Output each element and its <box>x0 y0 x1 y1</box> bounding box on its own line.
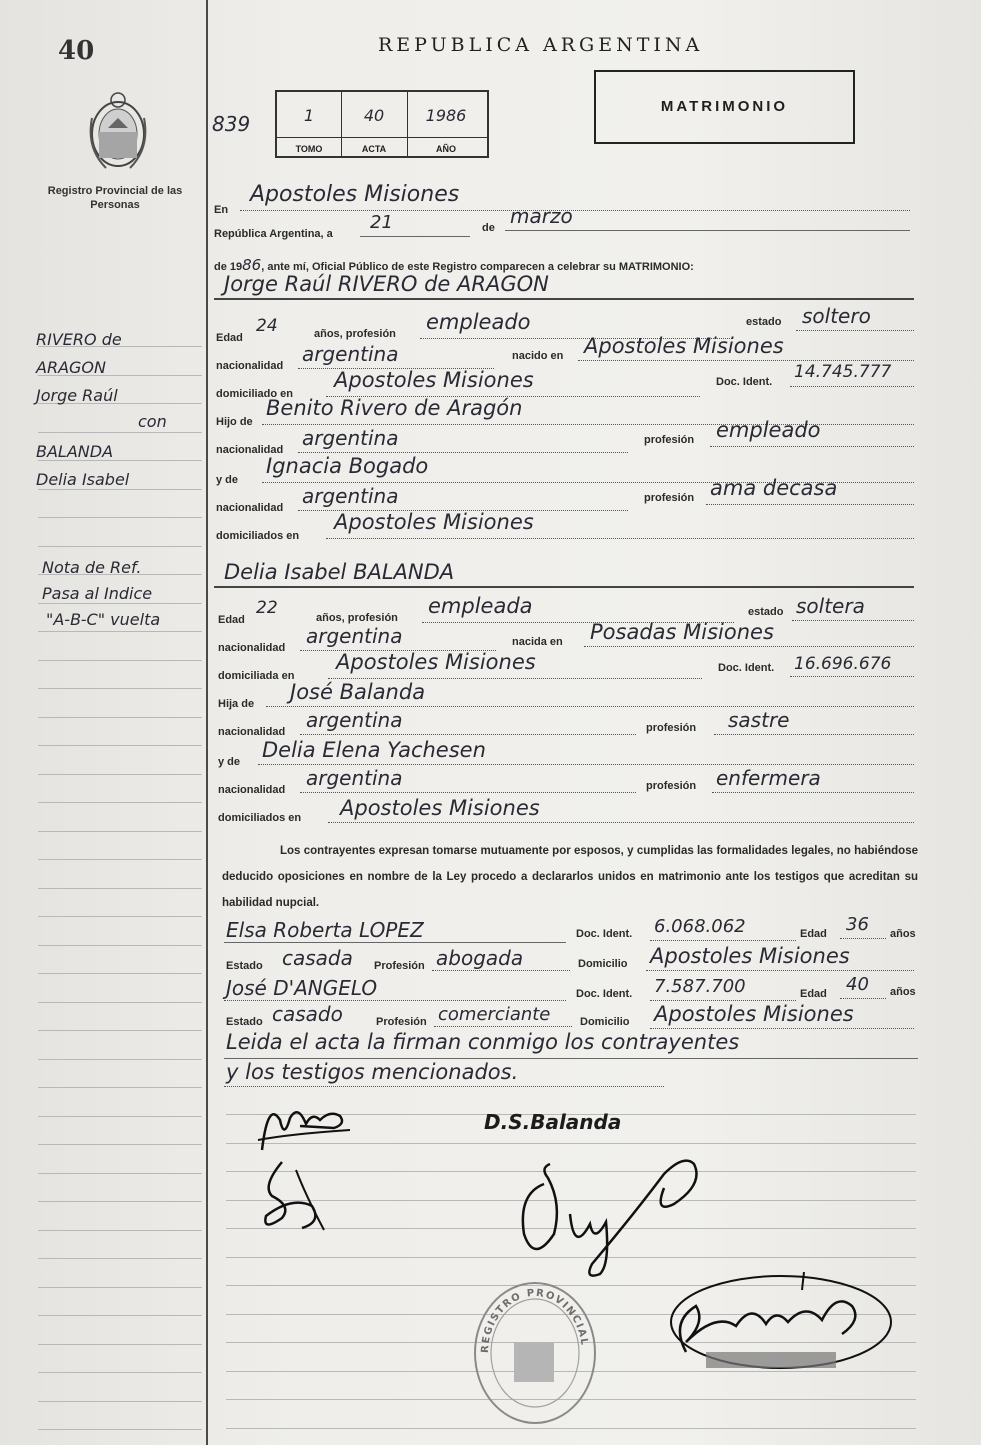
margin-rule <box>38 1144 202 1145</box>
month-value: marzo <box>510 204 573 228</box>
margin-rule <box>38 1258 202 1259</box>
signature-official-icon <box>656 1262 906 1382</box>
groom-address: Apostoles Misiones <box>334 368 534 392</box>
groom-parents-address: Apostoles Misiones <box>334 510 534 534</box>
year-suffix: 86 <box>242 256 262 274</box>
groom-yde-label: y de <box>216 474 239 486</box>
margin-rule <box>38 859 202 860</box>
place-value: Apostoles Misiones <box>250 182 460 207</box>
margin-rule <box>38 1087 202 1088</box>
bride-nacida-label: nacida en <box>512 636 563 648</box>
pre-number: 839 <box>212 112 251 136</box>
coat-of-arms-icon <box>82 88 154 176</box>
bride-dom-label: domiciliada en <box>218 670 295 682</box>
closing-line-1: Leida el acta la firman conmigo los contrayentes <box>226 1030 740 1054</box>
groom-father-nationality: argentina <box>302 426 399 450</box>
groom-name: Jorge Raúl RIVERO de ARAGON <box>224 272 549 296</box>
margin-rule <box>38 1429 202 1430</box>
margin-line-1: RIVERO de <box>36 330 122 349</box>
de-label: de <box>482 222 495 234</box>
groom-mother-nat-label: nacionalidad <box>216 502 284 514</box>
witness1-prof-label: Profesión <box>374 960 425 972</box>
signature-middle: D.S.Balanda <box>484 1110 622 1134</box>
anio-value: 1986 <box>425 106 467 125</box>
witness1-estado-label: Estado <box>226 960 263 972</box>
country-title: REPUBLICA ARGENTINA <box>378 34 704 56</box>
groom-mother: Ignacia Bogado <box>266 454 429 478</box>
bride-age: 22 <box>256 598 278 618</box>
groom-estado-label: estado <box>746 316 782 328</box>
groom-nationality: argentina <box>302 342 399 366</box>
bride-mother-nationality: argentina <box>306 766 403 790</box>
bride-mother-prof-label: profesión <box>646 780 697 792</box>
groom-birthplace: Apostoles Misiones <box>584 334 784 358</box>
witness1-doc-label: Doc. Ident. <box>576 928 633 940</box>
bride-parents-dom-label: domiciliados en <box>218 812 302 824</box>
witness1-edad-label: Edad <box>800 928 827 940</box>
groom-doc-label: Doc. Ident. <box>716 376 773 388</box>
groom-father-prof-label: profesión <box>644 434 695 446</box>
margin-rule <box>38 1287 202 1288</box>
margin-rule <box>38 717 202 718</box>
en-label: En <box>214 204 229 216</box>
margin-line-4: con <box>138 412 167 431</box>
bride-doc: 16.696.676 <box>794 654 892 674</box>
registry-name: Registro Provincial de las Personas <box>47 185 183 211</box>
margin-rule <box>38 546 202 547</box>
margin-rule <box>38 1201 202 1202</box>
margin-rule <box>38 802 202 803</box>
tomo-label: TOMO <box>295 144 323 154</box>
groom-status: soltero <box>802 304 871 328</box>
volume-box <box>275 90 489 158</box>
groom-father-profession: empleado <box>716 418 821 442</box>
stamp-text: REGISTRO PROVINCIAL <box>479 1287 590 1354</box>
bride-name: Delia Isabel BALANDA <box>224 560 455 584</box>
bride-nationality: argentina <box>306 624 403 648</box>
registry-stamp-icon <box>470 1278 600 1428</box>
margin-rule <box>38 517 202 518</box>
margin-rule <box>38 1002 202 1003</box>
margin-rule <box>38 831 202 832</box>
margin-rule <box>38 1230 202 1231</box>
bride-mother-profession: enfermera <box>716 766 821 790</box>
groom-doc: 14.745.777 <box>794 362 892 382</box>
anio-label: AÑO <box>436 144 456 154</box>
witness1-profession: abogada <box>436 946 524 970</box>
bride-father: José Balanda <box>290 680 426 704</box>
bride-profession: empleada <box>428 594 533 618</box>
witness2-prof-label: Profesión <box>376 1016 427 1028</box>
witness1-dom-label: Domicilio <box>578 958 628 970</box>
bride-mother-nat-label: nacionalidad <box>218 784 286 796</box>
witness2-status: casado <box>272 1002 343 1026</box>
signature-bride-icon <box>252 1156 342 1236</box>
groom-father-nat-label: nacionalidad <box>216 444 284 456</box>
groom-nacido-label: nacido en <box>512 350 564 362</box>
bride-mother: Delia Elena Yachesen <box>262 738 486 762</box>
margin-line-3: Jorge Raúl <box>36 386 118 405</box>
bride-father-profession: sastre <box>728 708 790 732</box>
witness1-doc: 6.068.062 <box>654 916 746 937</box>
witness2-name: José D'ANGELO <box>226 976 378 1000</box>
witness2-doc: 7.587.700 <box>654 976 746 997</box>
bride-edad-label: Edad <box>218 614 245 626</box>
page-number: 40 <box>58 36 95 66</box>
witness1-age: 36 <box>846 914 869 935</box>
margin-rule <box>38 660 202 661</box>
bride-father-nat-label: nacionalidad <box>218 726 286 738</box>
witness1-anos-label: años <box>890 928 916 940</box>
groom-mother-nationality: argentina <box>302 484 399 508</box>
groom-father: Benito Rivero de Aragón <box>266 396 523 420</box>
groom-edad-label: Edad <box>216 332 243 344</box>
main-rule <box>226 1428 916 1429</box>
tomo-value: 1 <box>303 106 315 125</box>
witness1-address: Apostoles Misiones <box>650 944 850 968</box>
day-value: 21 <box>370 212 393 233</box>
margin-rule <box>38 888 202 889</box>
year-prefix: de 19 <box>214 261 243 273</box>
bride-hija-label: Hija de <box>218 698 255 710</box>
bride-father-nationality: argentina <box>306 708 403 732</box>
margin-rule <box>38 489 202 490</box>
witness1-name: Elsa Roberta LOPEZ <box>226 918 424 942</box>
groom-age: 24 <box>256 316 278 336</box>
witness2-dom-label: Domicilio <box>580 1016 630 1028</box>
acta-label: ACTA <box>361 144 387 154</box>
margin-rule <box>38 916 202 917</box>
margin-rule <box>38 1372 202 1373</box>
groom-hijo-label: Hijo de <box>216 416 253 428</box>
bride-birthplace: Posadas Misiones <box>590 620 774 644</box>
declaration-text: Los contrayentes expresan tomarse mutuamente por esposos, y cumplidas las formalidades legales, no habiéndose deducido oposiciones en nombre de la Ley procedo a declararlos unidos en matrimonio ante los testigos que acreditan su habilidad nupcial. <box>222 845 918 909</box>
republica-label: República Argentina, a <box>214 228 333 240</box>
record-type-box <box>594 70 855 144</box>
bride-parents-address: Apostoles Misiones <box>340 796 540 820</box>
ref-note-line-2: Pasa al Indice <box>42 584 153 603</box>
ante-text: , ante mí, Oficial Público de este Registro comparecen a celebrar su MATRIMONIO: <box>261 261 694 273</box>
bride-status: soltera <box>796 594 865 618</box>
margin-rule <box>38 973 202 974</box>
margin-rule <box>38 603 202 604</box>
left-margin-line <box>206 0 208 1445</box>
witness2-doc-label: Doc. Ident. <box>576 988 633 1000</box>
margin-rule <box>38 1401 202 1402</box>
margin-line-2: ARAGON <box>36 358 106 377</box>
witness2-anos-label: años <box>890 986 916 998</box>
bride-anos-label: años, profesión <box>316 612 398 624</box>
margin-rule <box>38 1116 202 1117</box>
margin-rule <box>38 1030 202 1031</box>
margin-rule <box>38 1059 202 1060</box>
margin-rule <box>38 688 202 689</box>
groom-dom-label: domiciliado en <box>216 388 294 400</box>
margin-rule <box>38 432 202 433</box>
ref-note-line-1: Nota de Ref. <box>42 558 142 577</box>
bride-father-prof-label: profesión <box>646 722 697 734</box>
witness2-edad-label: Edad <box>800 988 827 1000</box>
margin-rule <box>38 1344 202 1345</box>
margin-rule <box>38 774 202 775</box>
witness2-profession: comerciante <box>438 1004 551 1025</box>
witness1-status: casada <box>282 946 353 970</box>
margin-line-6: Delia Isabel <box>36 470 130 489</box>
bride-yde-label: y de <box>218 756 241 768</box>
bride-nat-label: nacionalidad <box>218 642 286 654</box>
margin-line-5: BALANDA <box>36 442 114 461</box>
ref-note-line-3: "A-B-C" vuelta <box>46 610 161 629</box>
groom-profession: empleado <box>426 310 531 334</box>
groom-nat-label: nacionalidad <box>216 360 284 372</box>
groom-mother-profession: ama decasa <box>710 476 838 500</box>
groom-anos-label: años, profesión <box>314 328 396 340</box>
witness2-age: 40 <box>846 974 869 995</box>
margin-rule <box>38 745 202 746</box>
groom-mother-prof-label: profesión <box>644 492 695 504</box>
margin-rule <box>38 945 202 946</box>
acta-value: 40 <box>363 106 385 125</box>
bride-doc-label: Doc. Ident. <box>718 662 775 674</box>
groom-parents-dom-label: domiciliados en <box>216 530 300 542</box>
witness2-address: Apostoles Misiones <box>654 1002 854 1026</box>
closing-line-2: y los testigos mencionados. <box>226 1060 519 1084</box>
bride-address: Apostoles Misiones <box>336 650 536 674</box>
margin-rule <box>38 1315 202 1316</box>
margin-rule <box>38 631 202 632</box>
margin-rule <box>38 1173 202 1174</box>
record-type: MATRIMONIO <box>660 98 789 115</box>
bride-estado-label: estado <box>748 606 784 618</box>
witness2-estado-label: Estado <box>226 1016 263 1028</box>
